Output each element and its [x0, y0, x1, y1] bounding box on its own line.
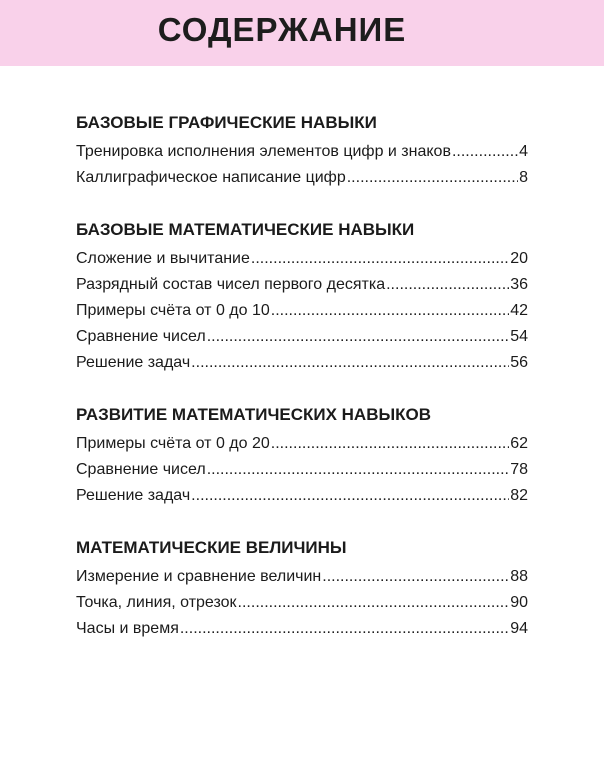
entry-title: Разрядный состав чисел первого десятка — [76, 276, 386, 293]
toc-section — [76, 537, 528, 642]
toc-section — [76, 219, 528, 376]
section-heading: БАЗОВЫЕ МАТЕМАТИЧЕСКИЕ НАВЫКИ — [76, 220, 415, 239]
entry-title: Решение задач — [76, 487, 191, 504]
entry-page-number: 56 — [510, 354, 528, 371]
toc-entry[interactable] — [76, 272, 528, 298]
dot-leader — [322, 564, 509, 590]
entry-page-number: 54 — [510, 328, 528, 345]
entry-title: Измерение и сравнение величин — [76, 568, 322, 585]
entry-title: Часы и время — [76, 620, 179, 637]
entry-page-number: 82 — [510, 487, 528, 504]
toc-entry[interactable] — [76, 165, 528, 191]
dot-leader — [191, 350, 509, 376]
entry-title: Примеры счёта от 0 до 20 — [76, 435, 270, 452]
dot-leader — [180, 616, 509, 642]
toc-section — [76, 112, 528, 191]
entry-page-number: 94 — [510, 620, 528, 637]
entry-title: Сравнение чисел — [76, 328, 206, 345]
dot-leader — [347, 165, 518, 191]
dot-leader — [207, 457, 510, 483]
entry-title: Тренировка исполнения элементов цифр и знаков — [76, 143, 451, 160]
section-heading: РАЗВИТИЕ МАТЕМАТИЧЕСКИХ НАВЫКОВ — [76, 405, 432, 424]
toc-entry[interactable] — [76, 298, 528, 324]
entry-page-number: 88 — [510, 568, 528, 585]
page-title: СОДЕРЖАНИЕ — [157, 11, 407, 48]
entry-page-number: 20 — [510, 250, 528, 267]
section-heading: МАТЕМАТИЧЕСКИЕ ВЕЛИЧИНЫ — [76, 538, 347, 557]
entry-page-number: 90 — [510, 594, 528, 611]
toc-entry[interactable] — [76, 431, 528, 457]
dot-leader — [271, 298, 509, 324]
entry-title: Каллиграфическое написание цифр — [76, 169, 346, 186]
entry-title: Сравнение чисел — [76, 461, 206, 478]
toc-entry[interactable] — [76, 590, 528, 616]
dot-leader — [238, 590, 510, 616]
entry-title: Точка, линия, отрезок — [76, 594, 237, 611]
dot-leader — [251, 246, 509, 272]
toc-entry[interactable] — [76, 483, 528, 509]
toc-entry[interactable] — [76, 324, 528, 350]
dot-leader — [191, 483, 509, 509]
entry-title: Примеры счёта от 0 до 10 — [76, 302, 270, 319]
entry-page-number: 4 — [519, 143, 528, 160]
entry-page-number: 36 — [510, 276, 528, 293]
dot-leader — [207, 324, 510, 350]
toc-entry[interactable] — [76, 564, 528, 590]
toc-entry[interactable] — [76, 616, 528, 642]
entry-page-number: 8 — [519, 169, 528, 186]
entry-page-number: 62 — [510, 435, 528, 452]
entry-title: Решение задач — [76, 354, 191, 371]
entry-page-number: 78 — [510, 461, 528, 478]
table-of-contents — [76, 112, 528, 670]
dot-leader — [452, 139, 518, 165]
toc-entry[interactable] — [76, 457, 528, 483]
toc-entry[interactable] — [76, 246, 528, 272]
toc-entry[interactable] — [76, 350, 528, 376]
dot-leader — [386, 272, 509, 298]
dot-leader — [271, 431, 509, 457]
toc-entry[interactable] — [76, 139, 528, 165]
toc-section — [76, 404, 528, 509]
section-heading: БАЗОВЫЕ ГРАФИЧЕСКИЕ НАВЫКИ — [76, 113, 377, 132]
entry-title: Сложение и вычитание — [76, 250, 250, 267]
entry-page-number: 42 — [510, 302, 528, 319]
